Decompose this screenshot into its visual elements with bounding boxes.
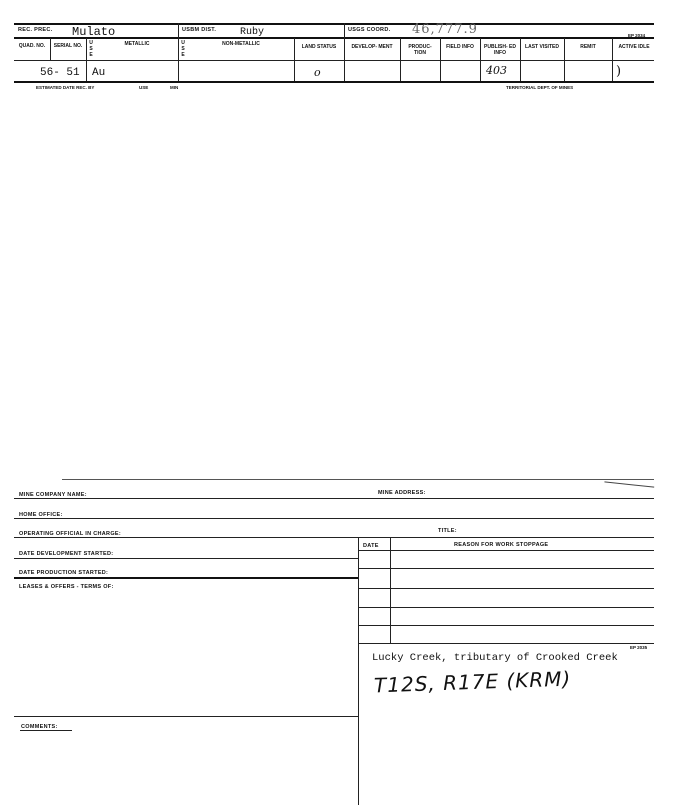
leases-offers-label: LEASES & OFFERS - TERMS OF: bbox=[19, 584, 114, 590]
date-production-started-label: DATE PRODUCTION STARTED: bbox=[19, 570, 109, 576]
rule-home-office bbox=[14, 518, 654, 519]
stoppage-row-4 bbox=[358, 607, 654, 608]
col-quad: QUAD. NO. bbox=[18, 43, 46, 49]
small-form-number: EP 2035 bbox=[630, 645, 648, 650]
col-published-info: PUBLISH- ED INFO bbox=[484, 44, 516, 56]
mine-company-name-label: MINE COMPANY NAME: bbox=[19, 492, 87, 498]
subheader-left: ESTIMATED DATE REC. BY bbox=[36, 85, 95, 90]
col-non-metallic: NON-METALLIC bbox=[222, 41, 260, 47]
home-office-label: HOME OFFICE: bbox=[19, 512, 63, 518]
header-divider-2 bbox=[344, 23, 345, 38]
comments-label: COMMENTS: bbox=[21, 724, 58, 730]
handwritten-note: T12S, R17E (KRM) bbox=[373, 666, 572, 698]
col-serial: SERIAL NO. bbox=[53, 43, 83, 49]
record-active-idle: ) bbox=[616, 64, 622, 79]
usbm-dist-value: Ruby bbox=[240, 27, 265, 38]
typed-note: Lucky Creek, tributary of Crooked Creek bbox=[372, 652, 618, 664]
stoppage-row-3 bbox=[358, 588, 654, 589]
reason-column-header: REASON FOR WORK STOPPAGE bbox=[454, 542, 549, 548]
column-header-rule bbox=[14, 60, 654, 61]
title-label: TITLE: bbox=[438, 528, 457, 534]
col-div-use2 bbox=[178, 38, 179, 81]
col-div-remit bbox=[564, 38, 565, 81]
col-div-dev bbox=[344, 38, 345, 81]
subheader-mid-1: USE bbox=[139, 85, 149, 90]
subheader-mid-2: MIN bbox=[170, 85, 179, 90]
tear-curve bbox=[604, 481, 654, 493]
col-div-land bbox=[294, 38, 295, 81]
col-active-idle: ACTIVE IDLE bbox=[618, 44, 650, 50]
col-div-last bbox=[520, 38, 521, 81]
record-metallic: Au bbox=[92, 67, 106, 79]
col-metallic: METALLIC bbox=[124, 41, 150, 47]
usbm-dist-label: USBM DIST. bbox=[182, 27, 217, 33]
stoppage-row-6 bbox=[358, 643, 654, 644]
stoppage-row-5 bbox=[358, 625, 654, 626]
col-use-2: U S E bbox=[181, 40, 185, 58]
col-remit: REMIT bbox=[580, 44, 596, 50]
date-column-header: DATE bbox=[363, 543, 379, 549]
col-div-active bbox=[612, 38, 613, 81]
date-development-started-label: DATE DEVELOPMENT STARTED: bbox=[19, 551, 114, 557]
record-published-info: 403 bbox=[486, 64, 507, 77]
record-quad-serial: 56- 51 bbox=[40, 67, 80, 79]
rule-leases-bottom bbox=[14, 716, 358, 717]
col-land-status: LAND STATUS bbox=[301, 44, 337, 50]
usgs-coord-label: USGS COORD. bbox=[348, 27, 391, 33]
operating-official-label: OPERATING OFFICIAL IN CHARGE: bbox=[19, 531, 121, 537]
col-div-use1 bbox=[86, 38, 87, 81]
col-div-serial bbox=[50, 38, 51, 60]
record-land-status: o bbox=[314, 66, 321, 79]
stoppage-row-1 bbox=[358, 550, 654, 551]
col-div-field bbox=[440, 38, 441, 81]
date-col-divider bbox=[390, 537, 391, 643]
rec-prec-label: REC. PREC. bbox=[18, 27, 53, 33]
usgs-coord-value: 46,777.9 bbox=[412, 22, 478, 37]
col-div-prod bbox=[400, 38, 401, 81]
rule-official bbox=[14, 537, 654, 538]
comments-underline bbox=[20, 730, 72, 731]
col-development: DEVELOP- MENT bbox=[351, 44, 393, 50]
rec-prec-value: Mulato bbox=[72, 25, 116, 39]
record-row-rule bbox=[14, 81, 654, 83]
tear-line bbox=[62, 479, 654, 480]
center-divider bbox=[358, 537, 359, 805]
col-field-info: FIELD INFO bbox=[446, 44, 474, 50]
subheader-right: TERRITORIAL DEPT. OF MINES bbox=[506, 85, 574, 90]
form-number: EP 2034 bbox=[628, 33, 646, 38]
col-last-visited: LAST VISITED bbox=[525, 44, 559, 50]
stoppage-row-2 bbox=[358, 568, 654, 569]
col-div-pub bbox=[480, 38, 481, 81]
rule-date-dev bbox=[14, 558, 358, 559]
header-divider-1 bbox=[178, 23, 179, 38]
rule-date-prod bbox=[14, 577, 358, 579]
rule-company bbox=[14, 498, 654, 499]
col-use-1: U S E bbox=[89, 40, 93, 58]
mine-address-label: MINE ADDRESS: bbox=[378, 490, 426, 496]
col-production: PRODUC- TION bbox=[408, 44, 432, 56]
